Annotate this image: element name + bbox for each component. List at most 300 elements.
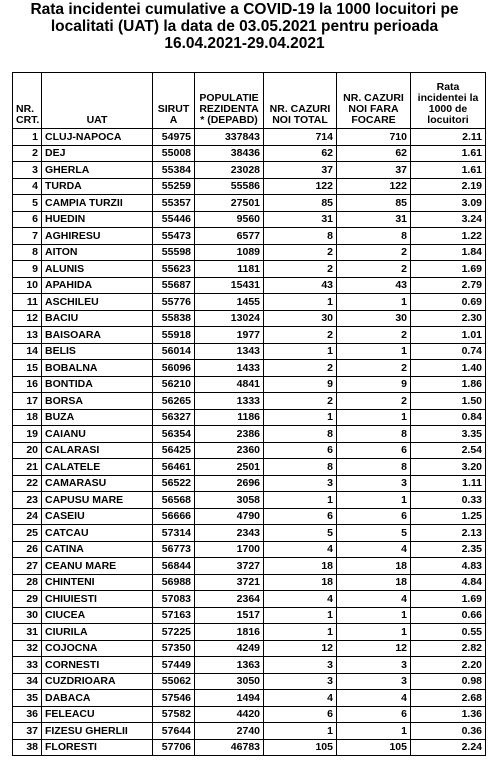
sirut-cell: 55062 — [153, 673, 195, 690]
uat-cell: BELIS — [42, 343, 153, 360]
populatie-cell: 4841 — [195, 376, 264, 393]
nr-cell: 3 — [13, 162, 42, 179]
cazuri-total-cell: 9 — [264, 376, 337, 393]
nr-cell: 17 — [13, 393, 42, 410]
cazuri-total-cell: 5 — [264, 525, 337, 542]
cazuri-fara-focare-cell: 4 — [337, 690, 411, 707]
sirut-cell: 56265 — [153, 393, 195, 410]
cazuri-fara-focare-cell: 1 — [337, 409, 411, 426]
rata-cell: 2.54 — [411, 442, 486, 459]
uat-cell: BORSA — [42, 393, 153, 410]
populatie-cell: 13024 — [195, 310, 264, 327]
nr-cell: 1 — [13, 129, 42, 146]
uat-cell: CATCAU — [42, 525, 153, 542]
cazuri-total-cell: 4 — [264, 591, 337, 608]
cazuri-total-cell: 2 — [264, 261, 337, 278]
sirut-cell: 56014 — [153, 343, 195, 360]
table-row — [13, 294, 486, 311]
cazuri-fara-focare-cell: 31 — [337, 211, 411, 228]
sirut-cell: 55687 — [153, 277, 195, 294]
rata-cell: 2.24 — [411, 739, 486, 756]
rata-cell: 0.36 — [411, 723, 486, 740]
nr-cell: 14 — [13, 343, 42, 360]
cazuri-total-cell: 1 — [264, 492, 337, 509]
populatie-cell: 15431 — [195, 277, 264, 294]
populatie-cell: 46783 — [195, 739, 264, 756]
populatie-cell: 1363 — [195, 657, 264, 674]
sirut-cell: 57546 — [153, 690, 195, 707]
cazuri-total-cell: 6 — [264, 508, 337, 525]
populatie-cell: 1433 — [195, 360, 264, 377]
table-row — [13, 574, 486, 591]
cazuri-fara-focare-cell: 43 — [337, 277, 411, 294]
cazuri-total-cell: 105 — [264, 739, 337, 756]
uat-cell: AITON — [42, 244, 153, 261]
rata-cell: 3.20 — [411, 459, 486, 476]
cazuri-fara-focare-cell: 6 — [337, 706, 411, 723]
table-row — [13, 640, 486, 657]
nr-cell: 22 — [13, 475, 42, 492]
uat-cell: TURDA — [42, 178, 153, 195]
populatie-cell: 38436 — [195, 145, 264, 162]
cazuri-total-cell: 714 — [264, 129, 337, 146]
cazuri-fara-focare-cell: 3 — [337, 475, 411, 492]
cazuri-total-cell: 85 — [264, 195, 337, 212]
uat-cell: BAISOARA — [42, 327, 153, 344]
rata-cell: 1.25 — [411, 508, 486, 525]
cazuri-total-cell: 2 — [264, 360, 337, 377]
cazuri-total-cell: 3 — [264, 673, 337, 690]
rata-cell: 2.68 — [411, 690, 486, 707]
populatie-cell: 4420 — [195, 706, 264, 723]
cazuri-fara-focare-cell: 1 — [337, 294, 411, 311]
sirut-cell: 55008 — [153, 145, 195, 162]
header-cazuri-total: NR. CAZURI NOI TOTAL — [264, 73, 337, 129]
rata-cell: 1.69 — [411, 261, 486, 278]
sirut-cell: 57582 — [153, 706, 195, 723]
table-row — [13, 607, 486, 624]
table-row — [13, 508, 486, 525]
cazuri-fara-focare-cell: 3 — [337, 657, 411, 674]
cazuri-total-cell: 1 — [264, 723, 337, 740]
cazuri-total-cell: 43 — [264, 277, 337, 294]
nr-cell: 18 — [13, 409, 42, 426]
nr-cell: 6 — [13, 211, 42, 228]
cazuri-fara-focare-cell: 2 — [337, 261, 411, 278]
header-populatie: POPULATIE REZIDENTA * (DEPABD) — [195, 73, 264, 129]
cazuri-fara-focare-cell: 4 — [337, 591, 411, 608]
header-rata: Rata incidentei la 1000 de locuitori — [411, 73, 486, 129]
cazuri-fara-focare-cell: 6 — [337, 508, 411, 525]
sirut-cell: 56425 — [153, 442, 195, 459]
rata-cell: 0.33 — [411, 492, 486, 509]
cazuri-total-cell: 30 — [264, 310, 337, 327]
cazuri-fara-focare-cell: 18 — [337, 558, 411, 575]
table-row — [13, 690, 486, 707]
nr-cell: 11 — [13, 294, 42, 311]
rata-cell: 1.69 — [411, 591, 486, 608]
populatie-cell: 1517 — [195, 607, 264, 624]
table-row — [13, 624, 486, 641]
uat-cell: CATINA — [42, 541, 153, 558]
document-title — [0, 0, 489, 54]
table-row — [13, 310, 486, 327]
header-nr: NR. CRT. — [13, 73, 42, 129]
sirut-cell: 56096 — [153, 360, 195, 377]
table-row — [13, 442, 486, 459]
uat-cell: BACIU — [42, 310, 153, 327]
populatie-cell: 2360 — [195, 442, 264, 459]
cazuri-fara-focare-cell: 6 — [337, 442, 411, 459]
table-row — [13, 673, 486, 690]
sirut-cell: 57644 — [153, 723, 195, 740]
uat-cell: CAMPIA TURZII — [42, 195, 153, 212]
populatie-cell: 2696 — [195, 475, 264, 492]
cazuri-fara-focare-cell: 30 — [337, 310, 411, 327]
title-line-2: localitati (UAT) la data de 03.05.2021 pentru perioada — [50, 18, 439, 35]
nr-cell: 9 — [13, 261, 42, 278]
uat-cell: CALATELE — [42, 459, 153, 476]
populatie-cell: 3050 — [195, 673, 264, 690]
cazuri-total-cell: 12 — [264, 640, 337, 657]
table-row — [13, 393, 486, 410]
cazuri-total-cell: 3 — [264, 475, 337, 492]
sirut-cell: 56327 — [153, 409, 195, 426]
cazuri-total-cell: 1 — [264, 607, 337, 624]
sirut-cell: 57163 — [153, 607, 195, 624]
table-row — [13, 376, 486, 393]
cazuri-total-cell: 37 — [264, 162, 337, 179]
rata-cell: 2.20 — [411, 657, 486, 674]
uat-cell: CORNESTI — [42, 657, 153, 674]
populatie-cell: 4790 — [195, 508, 264, 525]
cazuri-fara-focare-cell: 1 — [337, 492, 411, 509]
nr-cell: 12 — [13, 310, 42, 327]
table-row — [13, 723, 486, 740]
cazuri-fara-focare-cell: 62 — [337, 145, 411, 162]
table-row — [13, 327, 486, 344]
rata-cell: 0.66 — [411, 607, 486, 624]
cazuri-total-cell: 8 — [264, 459, 337, 476]
table-row — [13, 228, 486, 245]
cazuri-total-cell: 4 — [264, 541, 337, 558]
sirut-cell: 56568 — [153, 492, 195, 509]
rata-cell: 2.19 — [411, 178, 486, 195]
cazuri-total-cell: 1 — [264, 294, 337, 311]
rata-cell: 1.86 — [411, 376, 486, 393]
cazuri-fara-focare-cell: 5 — [337, 525, 411, 542]
populatie-cell: 3058 — [195, 492, 264, 509]
uat-cell: ASCHILEU — [42, 294, 153, 311]
cazuri-fara-focare-cell: 85 — [337, 195, 411, 212]
sirut-cell: 57706 — [153, 739, 195, 756]
sirut-cell: 56210 — [153, 376, 195, 393]
populatie-cell: 1455 — [195, 294, 264, 311]
uat-cell: ALUNIS — [42, 261, 153, 278]
nr-cell: 21 — [13, 459, 42, 476]
nr-cell: 19 — [13, 426, 42, 443]
table-row — [13, 426, 486, 443]
nr-cell: 28 — [13, 574, 42, 591]
uat-cell: FIZESU GHERLII — [42, 723, 153, 740]
table-row — [13, 706, 486, 723]
cazuri-fara-focare-cell: 4 — [337, 541, 411, 558]
table-row — [13, 211, 486, 228]
header-sirut: SIRUT A — [153, 73, 195, 129]
uat-cell: HUEDIN — [42, 211, 153, 228]
rata-cell: 3.24 — [411, 211, 486, 228]
cazuri-fara-focare-cell: 1 — [337, 723, 411, 740]
nr-cell: 27 — [13, 558, 42, 575]
nr-cell: 33 — [13, 657, 42, 674]
cazuri-total-cell: 2 — [264, 393, 337, 410]
rata-cell: 1.11 — [411, 475, 486, 492]
nr-cell: 4 — [13, 178, 42, 195]
nr-cell: 37 — [13, 723, 42, 740]
table-row — [13, 244, 486, 261]
cazuri-fara-focare-cell: 8 — [337, 426, 411, 443]
nr-cell: 8 — [13, 244, 42, 261]
cazuri-total-cell: 1 — [264, 343, 337, 360]
uat-cell: CALARASI — [42, 442, 153, 459]
populatie-cell: 4249 — [195, 640, 264, 657]
nr-cell: 38 — [13, 739, 42, 756]
table-row — [13, 657, 486, 674]
sirut-cell: 57225 — [153, 624, 195, 641]
uat-cell: APAHIDA — [42, 277, 153, 294]
sirut-cell: 55623 — [153, 261, 195, 278]
cazuri-total-cell: 2 — [264, 244, 337, 261]
uat-cell: CLUJ-NAPOCA — [42, 129, 153, 146]
cazuri-total-cell: 6 — [264, 706, 337, 723]
cazuri-total-cell: 1 — [264, 624, 337, 641]
uat-cell: BOBALNA — [42, 360, 153, 377]
nr-cell: 5 — [13, 195, 42, 212]
rata-cell: 2.11 — [411, 129, 486, 146]
nr-cell: 7 — [13, 228, 42, 245]
table-row — [13, 261, 486, 278]
table-row — [13, 277, 486, 294]
populatie-cell: 2501 — [195, 459, 264, 476]
uat-cell: BUZA — [42, 409, 153, 426]
table-row — [13, 162, 486, 179]
rata-cell: 0.74 — [411, 343, 486, 360]
sirut-cell: 54975 — [153, 129, 195, 146]
sirut-cell: 56522 — [153, 475, 195, 492]
rata-cell: 2.79 — [411, 277, 486, 294]
rata-cell: 4.84 — [411, 574, 486, 591]
cazuri-total-cell: 8 — [264, 228, 337, 245]
nr-cell: 13 — [13, 327, 42, 344]
populatie-cell: 1343 — [195, 343, 264, 360]
table-row — [13, 178, 486, 195]
incidence-table — [12, 72, 486, 756]
table-row — [13, 739, 486, 756]
populatie-cell: 1333 — [195, 393, 264, 410]
nr-cell: 34 — [13, 673, 42, 690]
uat-cell: CAPUSU MARE — [42, 492, 153, 509]
title-line-1: Rata incidentei cumulative a COVID-19 la 1000 locuitori pe — [30, 1, 459, 18]
populatie-cell: 2740 — [195, 723, 264, 740]
populatie-cell: 1186 — [195, 409, 264, 426]
table-row — [13, 195, 486, 212]
cazuri-fara-focare-cell: 9 — [337, 376, 411, 393]
rata-cell: 0.98 — [411, 673, 486, 690]
nr-cell: 24 — [13, 508, 42, 525]
sirut-cell: 55838 — [153, 310, 195, 327]
sirut-cell: 56773 — [153, 541, 195, 558]
cazuri-total-cell: 2 — [264, 327, 337, 344]
populatie-cell: 3727 — [195, 558, 264, 575]
cazuri-fara-focare-cell: 122 — [337, 178, 411, 195]
uat-cell: CASEIU — [42, 508, 153, 525]
table-row — [13, 591, 486, 608]
sirut-cell: 55446 — [153, 211, 195, 228]
cazuri-fara-focare-cell: 710 — [337, 129, 411, 146]
title-line-3: 16.04.2021-29.04.2021 — [164, 35, 325, 52]
populatie-cell: 2364 — [195, 591, 264, 608]
table-row — [13, 360, 486, 377]
uat-cell: BONTIDA — [42, 376, 153, 393]
cazuri-total-cell: 31 — [264, 211, 337, 228]
table-row — [13, 541, 486, 558]
rata-cell: 1.61 — [411, 145, 486, 162]
uat-cell: CHINTENI — [42, 574, 153, 591]
rata-cell: 4.83 — [411, 558, 486, 575]
cazuri-fara-focare-cell: 12 — [337, 640, 411, 657]
cazuri-fara-focare-cell: 2 — [337, 360, 411, 377]
populatie-cell: 27501 — [195, 195, 264, 212]
sirut-cell: 56844 — [153, 558, 195, 575]
populatie-cell: 55586 — [195, 178, 264, 195]
cazuri-fara-focare-cell: 1 — [337, 607, 411, 624]
rata-cell: 0.84 — [411, 409, 486, 426]
sirut-cell: 56354 — [153, 426, 195, 443]
rata-cell: 3.09 — [411, 195, 486, 212]
sirut-cell: 55776 — [153, 294, 195, 311]
cazuri-fara-focare-cell: 1 — [337, 624, 411, 641]
cazuri-fara-focare-cell: 2 — [337, 327, 411, 344]
table-row — [13, 145, 486, 162]
rata-cell: 2.13 — [411, 525, 486, 542]
sirut-cell: 55357 — [153, 195, 195, 212]
table-row — [13, 459, 486, 476]
rata-cell: 2.30 — [411, 310, 486, 327]
sirut-cell: 55918 — [153, 327, 195, 344]
populatie-cell: 1089 — [195, 244, 264, 261]
sirut-cell: 56988 — [153, 574, 195, 591]
sirut-cell: 55384 — [153, 162, 195, 179]
uat-cell: DEJ — [42, 145, 153, 162]
uat-cell: CAIANU — [42, 426, 153, 443]
rata-cell: 1.36 — [411, 706, 486, 723]
rata-cell: 1.61 — [411, 162, 486, 179]
nr-cell: 10 — [13, 277, 42, 294]
uat-cell: AGHIRESU — [42, 228, 153, 245]
sirut-cell: 57449 — [153, 657, 195, 674]
sirut-cell: 55473 — [153, 228, 195, 245]
sirut-cell: 55259 — [153, 178, 195, 195]
uat-cell: CHIUIESTI — [42, 591, 153, 608]
cazuri-total-cell: 62 — [264, 145, 337, 162]
cazuri-fara-focare-cell: 1 — [337, 343, 411, 360]
populatie-cell: 23028 — [195, 162, 264, 179]
nr-cell: 20 — [13, 442, 42, 459]
table-row — [13, 129, 486, 146]
uat-cell: FELEACU — [42, 706, 153, 723]
rata-cell: 1.40 — [411, 360, 486, 377]
cazuri-total-cell: 3 — [264, 657, 337, 674]
cazuri-fara-focare-cell: 8 — [337, 228, 411, 245]
uat-cell: FLORESTI — [42, 739, 153, 756]
nr-cell: 26 — [13, 541, 42, 558]
rata-cell: 2.35 — [411, 541, 486, 558]
table-row — [13, 525, 486, 542]
rata-cell: 1.22 — [411, 228, 486, 245]
cazuri-total-cell: 6 — [264, 442, 337, 459]
nr-cell: 15 — [13, 360, 42, 377]
populatie-cell: 1181 — [195, 261, 264, 278]
nr-cell: 36 — [13, 706, 42, 723]
cazuri-fara-focare-cell: 3 — [337, 673, 411, 690]
table-row — [13, 558, 486, 575]
populatie-cell: 9560 — [195, 211, 264, 228]
uat-cell: CIUCEA — [42, 607, 153, 624]
populatie-cell: 3721 — [195, 574, 264, 591]
cazuri-total-cell: 122 — [264, 178, 337, 195]
nr-cell: 35 — [13, 690, 42, 707]
cazuri-fara-focare-cell: 37 — [337, 162, 411, 179]
nr-cell: 31 — [13, 624, 42, 641]
populatie-cell: 2343 — [195, 525, 264, 542]
cazuri-fara-focare-cell: 2 — [337, 244, 411, 261]
uat-cell: DABACA — [42, 690, 153, 707]
table-row — [13, 409, 486, 426]
uat-cell: CAMARASU — [42, 475, 153, 492]
populatie-cell: 1816 — [195, 624, 264, 641]
uat-cell: CUZDRIOARA — [42, 673, 153, 690]
sirut-cell: 56461 — [153, 459, 195, 476]
cazuri-fara-focare-cell: 8 — [337, 459, 411, 476]
table-body — [13, 129, 486, 756]
cazuri-total-cell: 18 — [264, 574, 337, 591]
sirut-cell: 57314 — [153, 525, 195, 542]
uat-cell: CIURILA — [42, 624, 153, 641]
rata-cell: 2.82 — [411, 640, 486, 657]
cazuri-total-cell: 8 — [264, 426, 337, 443]
sirut-cell: 57350 — [153, 640, 195, 657]
nr-cell: 29 — [13, 591, 42, 608]
nr-cell: 23 — [13, 492, 42, 509]
rata-cell: 1.01 — [411, 327, 486, 344]
populatie-cell: 1977 — [195, 327, 264, 344]
nr-cell: 32 — [13, 640, 42, 657]
populatie-cell: 1494 — [195, 690, 264, 707]
uat-cell: CEANU MARE — [42, 558, 153, 575]
table-header-row — [13, 73, 486, 129]
rata-cell: 1.50 — [411, 393, 486, 410]
populatie-cell: 6577 — [195, 228, 264, 245]
cazuri-fara-focare-cell: 18 — [337, 574, 411, 591]
rata-cell: 3.35 — [411, 426, 486, 443]
nr-cell: 25 — [13, 525, 42, 542]
table-row — [13, 343, 486, 360]
sirut-cell: 56666 — [153, 508, 195, 525]
sirut-cell: 55598 — [153, 244, 195, 261]
nr-cell: 16 — [13, 376, 42, 393]
populatie-cell: 337843 — [195, 129, 264, 146]
cazuri-total-cell: 1 — [264, 409, 337, 426]
